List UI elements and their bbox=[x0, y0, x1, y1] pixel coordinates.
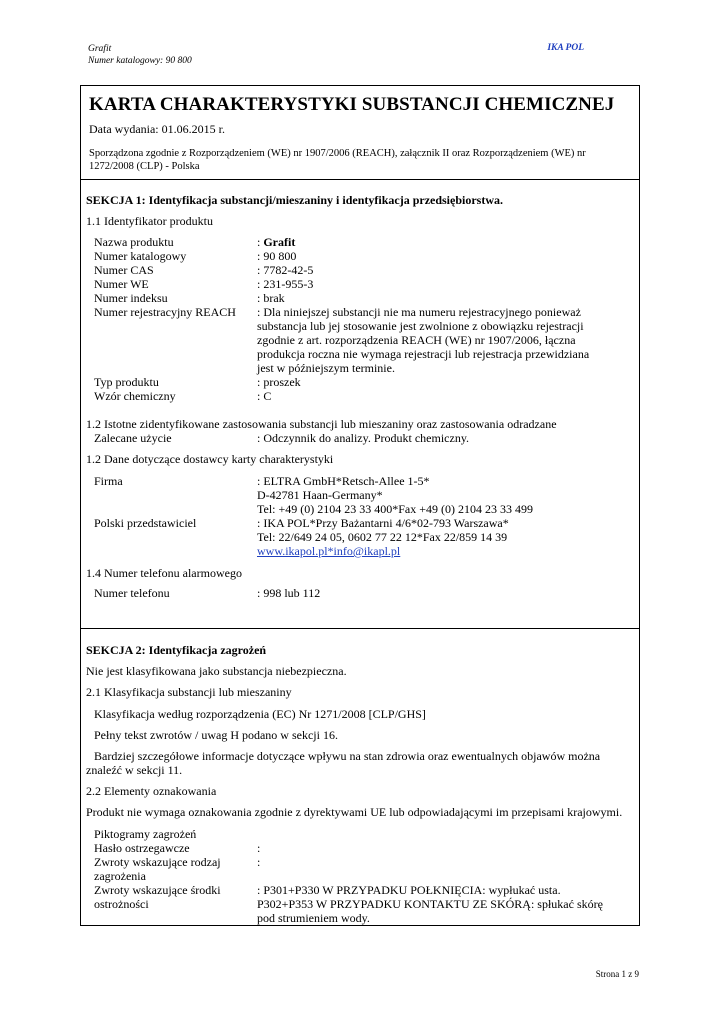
value-cas: : 7782-42-5 bbox=[257, 263, 314, 277]
label-index: Numer indeksu bbox=[94, 291, 168, 305]
detail-line-1: Bardziej szczegółowe informacje dotyczące wpływu na stan zdrowia oraz ewentualnych objawów można bbox=[94, 749, 601, 763]
value-precaution-3: pod strumieniem wody. bbox=[257, 911, 370, 925]
value-catalog: : 90 800 bbox=[257, 249, 297, 263]
value-company-2: D-42781 Haan-Germany* bbox=[257, 488, 383, 502]
label-reach: Numer rejestracyjny REACH bbox=[94, 305, 236, 319]
value-rep-1: : IKA POL*Przy Bażantarni 4/6*02-793 Warszawa* bbox=[257, 516, 509, 530]
divider bbox=[81, 179, 639, 180]
label-hazard-1: Zwroty wskazujące rodzaj bbox=[94, 855, 221, 869]
regulation-line-1: Sporządzona zgodnie z Rozporządzeniem (WE) nr 1907/2006 (REACH), załącznik II oraz Rozporządzeniem (WE) nr bbox=[89, 148, 586, 159]
detail-line-2: znaleźć w sekcji 11. bbox=[86, 763, 183, 777]
value-precaution-1: : P301+P330 W PRZYPADKU POŁKNIĘCIA: wypłukać usta. bbox=[257, 883, 561, 897]
label-formula: Wzór chemiczny bbox=[94, 389, 176, 403]
section2-heading: SEKCJA 2: Identyfikacja zagrożeń bbox=[86, 643, 267, 657]
value-precaution-2: P302+P353 W PRZYPADKU KONTAKTU ZE SKÓRĄ: spłukać skórę bbox=[257, 897, 603, 911]
value-phone: : 998 lub 112 bbox=[257, 586, 321, 600]
value-recommended-use: : Odczynnik do analizy. Produkt chemiczny. bbox=[257, 431, 470, 445]
classification-text: Klasyfikacja według rozporządzenia (EC) Nr 1271/2008 [CLP/GHS] bbox=[94, 707, 426, 721]
label-precaution-2: ostrożności bbox=[94, 897, 149, 911]
value-formula: : C bbox=[257, 389, 272, 403]
value-reach-1: : Dla niniejszej substancji nie ma numeru rejestracyjnego ponieważ bbox=[257, 305, 581, 319]
value-company-3: Tel: +49 (0) 2104 23 33 400*Fax +49 (0) 2104 23 33 499 bbox=[257, 502, 534, 516]
label-company: Firma bbox=[94, 474, 123, 488]
regulation-line-2: 1272/2008 (CLP) - Polska bbox=[89, 161, 200, 172]
value-signal-word: : bbox=[257, 841, 261, 855]
label-signal-word: Hasło ostrzegawcze bbox=[94, 841, 190, 855]
document-title: KARTA CHARAKTERYSTYKI SUBSTANCJI CHEMICZNEJ bbox=[89, 94, 615, 115]
section1-sub14: 1.4 Numer telefonu alarmowego bbox=[86, 566, 242, 580]
divider bbox=[81, 628, 639, 629]
label-we: Numer WE bbox=[94, 277, 149, 291]
value-product-type: : proszek bbox=[257, 375, 301, 389]
page-number: Strona 1 z 9 bbox=[595, 969, 639, 979]
header-catalog: Numer katalogowy: 90 800 bbox=[88, 56, 192, 66]
value-reach-5: jest w późniejszym terminie. bbox=[257, 361, 395, 375]
label-product-type: Typ produktu bbox=[94, 375, 159, 389]
label-phone: Numer telefonu bbox=[94, 586, 170, 600]
label-recommended-use: Zalecane użycie bbox=[94, 431, 172, 445]
section2-sub21: 2.1 Klasyfikacja substancji lub mieszaniny bbox=[86, 685, 292, 699]
issue-date: Data wydania: 01.06.2015 r. bbox=[89, 122, 225, 136]
value-we: : 231-955-3 bbox=[257, 277, 314, 291]
value-reach-4: produkcja roczna nie wymaga rejestracji lub rejestracja przewidziana bbox=[257, 347, 590, 361]
section2-sub22: 2.2 Elementy oznakowania bbox=[86, 784, 217, 798]
header-company: IKA POL bbox=[547, 43, 584, 53]
value-rep-2: Tel: 22/649 24 05, 0602 77 22 12*Fax 22/859 14 39 bbox=[257, 530, 508, 544]
value-hazard: : bbox=[257, 855, 261, 869]
label-hazard-2: zagrożenia bbox=[94, 869, 146, 883]
label-precaution-1: Zwroty wskazujące środki bbox=[94, 883, 221, 897]
contact-link[interactable]: www.ikapol.pl*info@ikapl.pl bbox=[257, 544, 401, 558]
value-index: : brak bbox=[257, 291, 285, 305]
page-header-left bbox=[88, 43, 192, 67]
header-product: Grafit bbox=[88, 44, 112, 54]
not-classified-text: Nie jest klasyfikowana jako substancja niebezpieczna. bbox=[86, 664, 347, 678]
document-frame bbox=[80, 85, 640, 926]
label-polish-rep: Polski przedstawiciel bbox=[94, 516, 197, 530]
label-product-name: Nazwa produktu bbox=[94, 235, 174, 249]
value-reach-3: zgodnie z art. rozporządzenia REACH (WE) nr 1907/2006, łączna bbox=[257, 333, 576, 347]
label-pictograms: Piktogramy zagrożeń bbox=[94, 827, 197, 841]
section1-sub12: 1.2 Istotne zidentyfikowane zastosowania substancji lub mieszaniny oraz zastosowania odradzane bbox=[86, 417, 557, 431]
label-catalog: Numer katalogowy bbox=[94, 249, 187, 263]
value-company-1: : ELTRA GmbH*Retsch-Allee 1-5* bbox=[257, 474, 430, 488]
label-cas: Numer CAS bbox=[94, 263, 154, 277]
section1-sub12b: 1.2 Dane dotyczące dostawcy karty charakterystyki bbox=[86, 452, 334, 466]
value-reach-2: substancja lub jej stosowanie jest zwolnione z obowiązku rejestracji bbox=[257, 319, 584, 333]
section1-heading: SEKCJA 1: Identyfikacja substancji/mieszaniny i identyfikacja przedsiębiorstwa. bbox=[86, 193, 504, 207]
full-text-note: Pełny tekst zwrotów / uwag H podano w sekcji 16. bbox=[94, 728, 338, 742]
value-product-name: : Grafit bbox=[257, 235, 296, 249]
section1-sub11: 1.1 Identyfikator produktu bbox=[86, 214, 213, 228]
no-labelling-text: Produkt nie wymaga oznakowania zgodnie z dyrektywami UE lub odpowiadającymi im przepisami krajowymi. bbox=[86, 805, 623, 819]
